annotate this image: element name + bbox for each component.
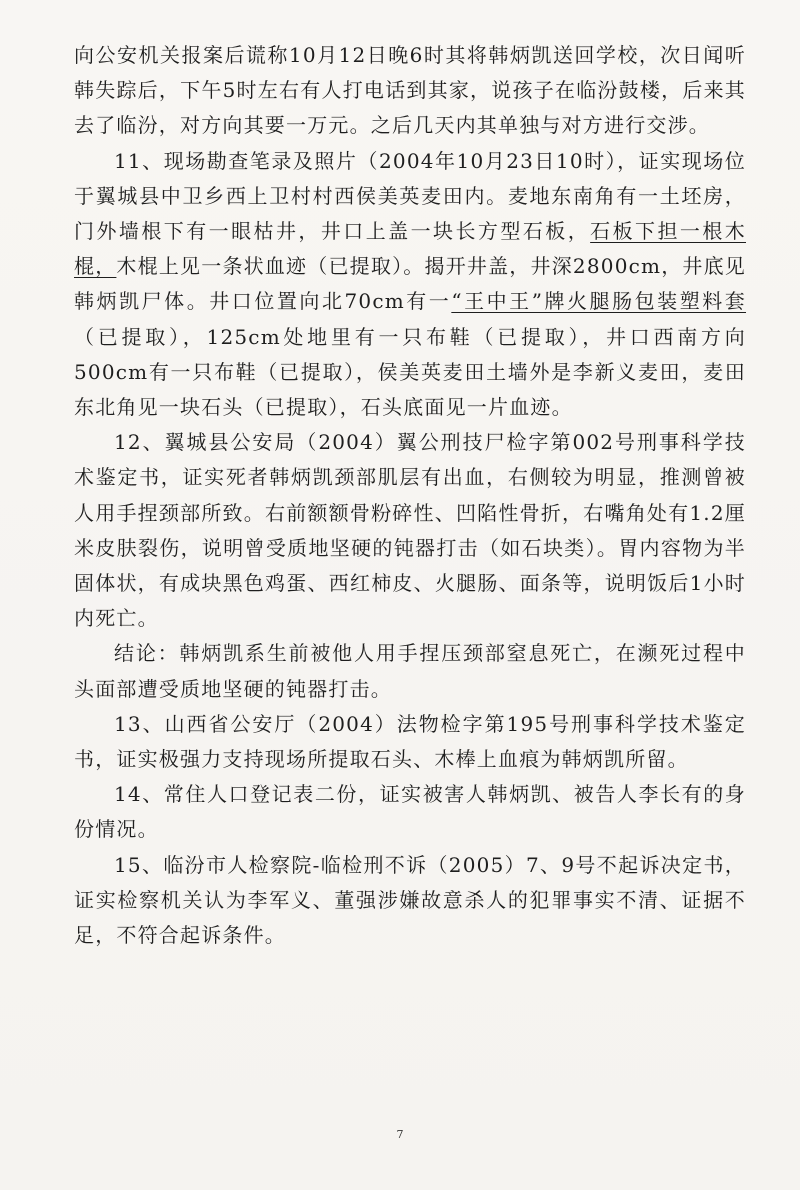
paragraph-item-11 xyxy=(74,144,746,426)
paragraph-continued: 向公安机关报案后谎称10月12日晚6时其将韩炳凯送回学校，次日闻听韩失踪后，下午5时左右有人打电话到其家，说孩子在临汾鼓楼，后来其去了临汾，对方向其要一万元。之后几天内其单独与对方进行交涉。 xyxy=(74,43,746,138)
paragraph-conclusion: 结论：韩炳凯系生前被他人用手捏压颈部窒息死亡，在濒死过程中头面部遭受质地坚硬的钝器打击。 xyxy=(74,641,746,701)
text-run: （已提取），125cm处地里有一只布鞋（已提取），井口西南方向500cm有一只布鞋（已提取），侯美英麦田土墙外是李新义麦田，麦田东北角见一块石头（已提取），石头底面见一片血迹。 xyxy=(74,324,746,420)
underlined-text: 石板下担一根木棍， xyxy=(74,219,746,279)
paragraph-item-14: 14、常住人口登记表二份，证实被害人韩炳凯、被告人李长有的身份情况。 xyxy=(74,782,746,842)
document-body xyxy=(74,38,746,953)
text-run: 木棍上见一条状血迹（已提取）。揭开井盖，井深2800cm，井底见韩炳凯尸体。井口位置向北70cm有一 xyxy=(74,254,747,314)
page-number: 7 xyxy=(396,1128,404,1141)
paragraph-item-12: 12、翼城县公安局（2004）翼公刑技尸检字第002号刑事科学技术鉴定书，证实死者韩炳凯颈部肌层有出血，右侧较为明显，推测曾被人用手捏颈部所致。右前额额骨粉碎性、凹陷性骨折，右嘴角处有1.2厘米皮肤裂伤，说明曾受质地坚硬的钝器打击（如石块类）。胃内容物为半固体状，有成块黑色鸡蛋、西红柿皮、火腿肠、面条等，说明饭后1小时内死亡。 xyxy=(74,430,746,631)
underlined-text: “王中王”牌火腿肠包装塑料套 xyxy=(451,289,747,314)
paragraph-item-15: 15、临汾市人检察院-临检刑不诉（2005）7、9号不起诉决定书，证实检察机关认为李军义、董强涉嫌故意杀人的犯罪事实不清、证据不足，不符合起诉条件。 xyxy=(74,852,746,948)
text-run: 11、现场勘查笔录及照片（2004年10月23日10时），证实现场位于翼城县中卫乡西上卫村村西侯美英麦田内。麦地东南角有一土坯房，门外墙根下有一眼枯井，井口上盖一块长方型石板， xyxy=(74,148,746,244)
paragraph-item-13: 13、山西省公安厅（2004）法物检字第195号刑事科学技术鉴定书，证实极强力支持现场所提取石头、木棒上血痕为韩炳凯所留。 xyxy=(74,711,746,772)
